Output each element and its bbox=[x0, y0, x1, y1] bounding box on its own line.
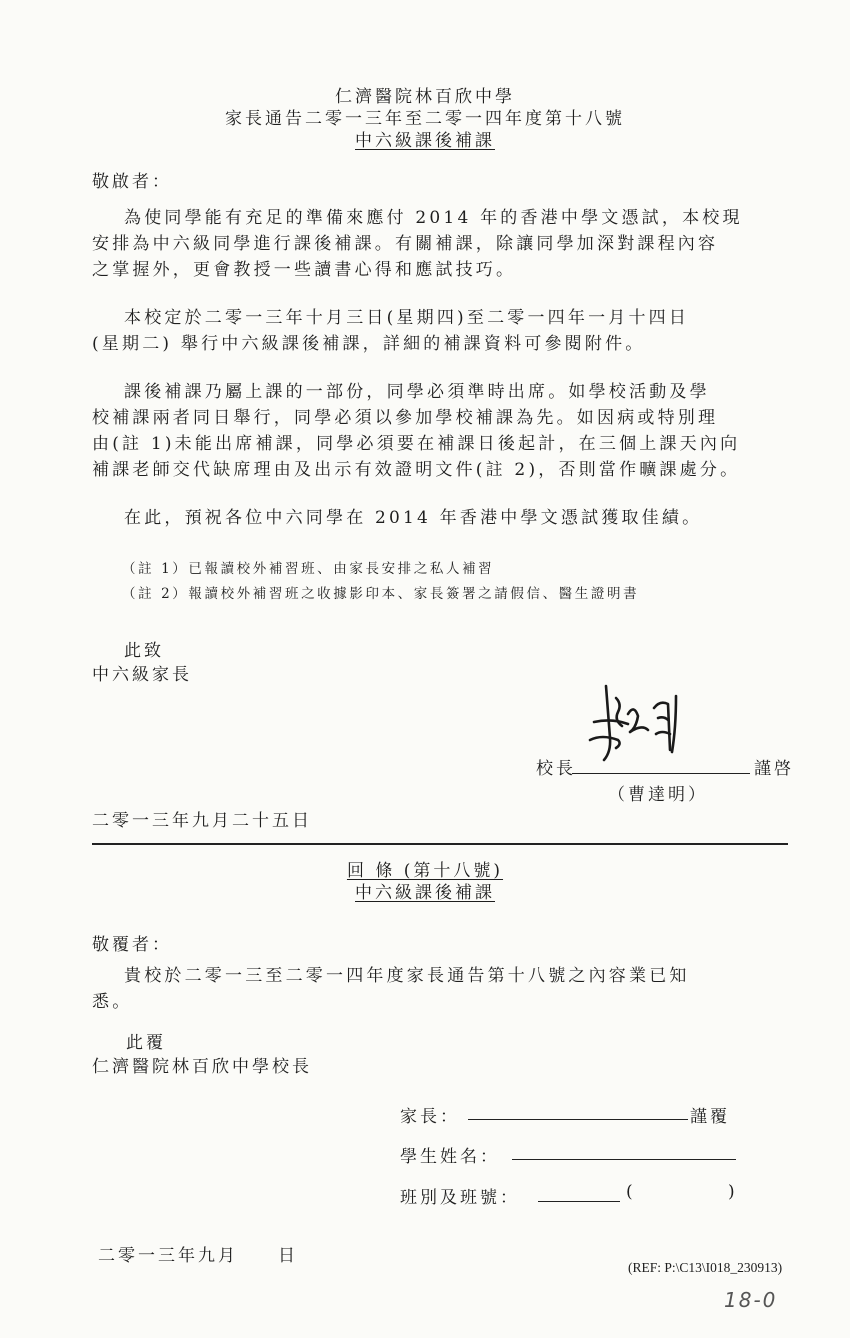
principal-signature-line bbox=[572, 772, 750, 774]
reply-title-text: 回 條 (第十八號) bbox=[346, 861, 504, 881]
class-number-paren-close: ) bbox=[728, 1182, 738, 1202]
class-field[interactable] bbox=[538, 1200, 620, 1202]
reference-code: (REF: P:\C13\I018_230913) bbox=[628, 1260, 783, 1275]
student-name-label: 學生姓名： bbox=[400, 1147, 500, 1167]
reply-subject-text: 中六級課後補課 bbox=[355, 883, 495, 903]
paragraph-3-line-1: 課後補課乃屬上課的一部份，同學必須準時出席。如學校活動及學 bbox=[124, 382, 710, 402]
notice-subject-text: 中六級課後補課 bbox=[355, 131, 495, 151]
principal-label: 校長 bbox=[536, 759, 576, 779]
note-1: （註 1）已報讀校外補習班、由家長安排之私人補習 bbox=[122, 561, 495, 577]
note-2: （註 2）報讀校外補習班之收據影印本、家長簽署之請假信、醫生證明書 bbox=[122, 586, 640, 602]
parent-signature-field[interactable] bbox=[468, 1118, 688, 1120]
paragraph-2-line-1: 本校定於二零一三年十月三日(星期四)至二零一四年一月十四日 bbox=[124, 308, 690, 328]
paragraph-1-line-3: 之掌握外，更會教授一些讀書心得和應試技巧。 bbox=[92, 260, 517, 280]
paragraph-1-line-1: 為使同學能有充足的準備來應付 2014 年的香港中學文憑試，本校現 bbox=[124, 208, 743, 228]
handwritten-mark: 18-0 bbox=[724, 1288, 778, 1312]
parent-label: 家長： bbox=[400, 1107, 460, 1127]
paragraph-3-line-4: 補課老師交代缺席理由及出示有效證明文件(註 2)，否則當作曠課處分。 bbox=[92, 460, 741, 480]
reply-divider bbox=[92, 843, 788, 845]
salutation: 敬啟者： bbox=[92, 172, 172, 192]
notice-title: 家長通告二零一三年至二零一四年度第十八號 bbox=[225, 109, 625, 129]
notice-date: 二零一三年九月二十五日 bbox=[92, 811, 312, 831]
parent-suffix: 謹覆 bbox=[690, 1107, 730, 1127]
principal-name: （曹達明） bbox=[608, 785, 708, 805]
student-name-field[interactable] bbox=[512, 1158, 736, 1160]
paragraph-3-line-2: 校補課兩者同日舉行，同學必須以參加學校補課為先。如因病或特別理 bbox=[92, 408, 719, 428]
closing: 此致 bbox=[124, 641, 164, 661]
class-label: 班別及班號： bbox=[400, 1188, 520, 1208]
principal-signature bbox=[572, 678, 692, 770]
reply-body-line-2: 悉。 bbox=[92, 992, 133, 1012]
class-number-paren-open: ( bbox=[626, 1182, 636, 1202]
reply-closing: 此覆 bbox=[126, 1033, 166, 1053]
reply-addressee: 仁濟醫院林百欣中學校長 bbox=[92, 1057, 312, 1077]
school-name: 仁濟醫院林百欣中學 bbox=[335, 87, 515, 107]
paragraph-4-line-1: 在此，預祝各位中六同學在 2014 年香港中學文憑試獲取佳績。 bbox=[124, 508, 703, 528]
paragraph-3-line-3: 由(註 1)未能出席補課，同學必須要在補課日後起計，在三個上課天內向 bbox=[92, 434, 741, 454]
recipient: 中六級家長 bbox=[92, 665, 192, 685]
reply-salutation: 敬覆者： bbox=[92, 935, 172, 955]
reply-body-line-1: 貴校於二零一三至二零一四年度家長通告第十八號之內容業已知 bbox=[124, 966, 690, 986]
reply-subject bbox=[0, 878, 850, 903]
paragraph-1-line-2: 安排為中六級同學進行課後補課。有關補課，除讓同學加深對課程內容 bbox=[92, 234, 719, 254]
principal-suffix: 謹啓 bbox=[754, 759, 794, 779]
reply-date: 二零一三年九月 日 bbox=[98, 1246, 298, 1266]
notice-subject bbox=[0, 126, 850, 151]
paragraph-2-line-2: (星期二) 舉行中六級課後補課，詳細的補課資料可參閱附件。 bbox=[92, 334, 646, 354]
